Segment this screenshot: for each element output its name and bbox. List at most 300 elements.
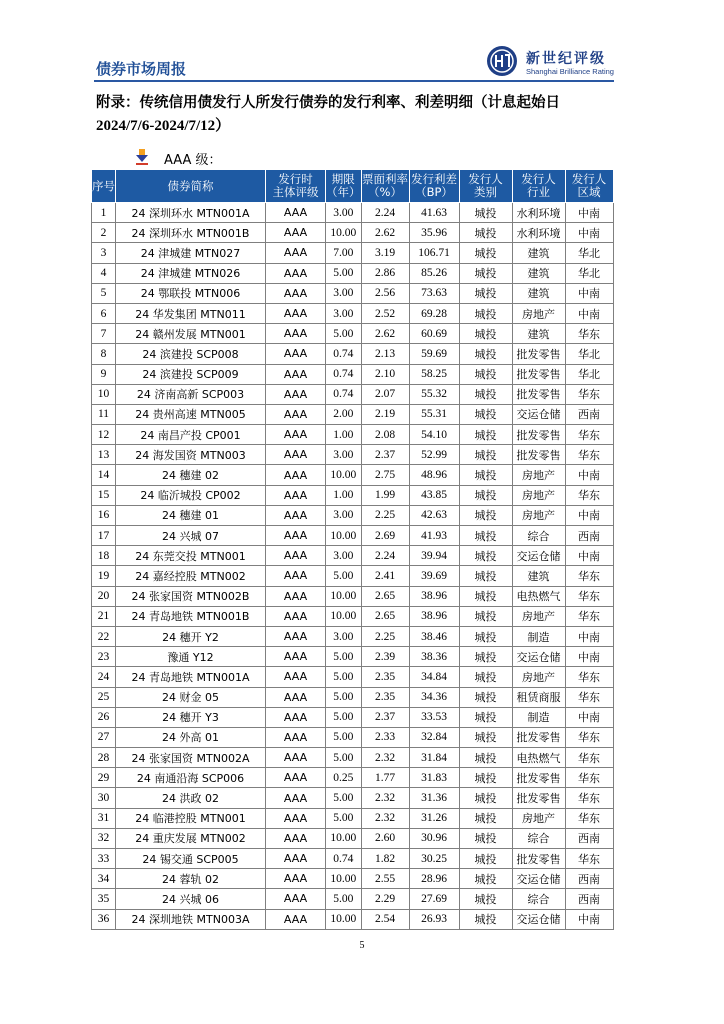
table-cell: 10.00 [326,828,362,848]
table-cell: 水利环境 [512,223,565,243]
table-cell: 1.00 [326,425,362,445]
table-cell: 0.74 [326,384,362,404]
table-cell: 10.00 [326,909,362,929]
table-cell: 华东 [565,606,613,626]
table-cell: 批发零售 [512,768,565,788]
table-row [92,203,614,223]
table-cell: 27.69 [409,889,459,909]
table-cell: 27 [92,727,116,747]
table-cell: 23 [92,647,116,667]
table-cell: 2.69 [361,526,409,546]
table-cell: AAA [266,586,326,606]
table-cell: 1.77 [361,768,409,788]
table-cell: AAA [266,465,326,485]
table-cell: 2.41 [361,566,409,586]
table-cell: 华东 [565,808,613,828]
table-cell: 31 [92,808,116,828]
table-cell: 39.69 [409,566,459,586]
table-cell: 24 津城建 MTN027 [116,243,266,263]
table-cell: 24 蓉轨 02 [116,869,266,889]
table-row [92,626,614,646]
table-cell: 中南 [565,465,613,485]
table-cell: 城投 [459,889,512,909]
table-row [92,727,614,747]
table-row [92,707,614,727]
table-cell: 26.93 [409,909,459,929]
logo-emblem-icon [486,45,518,77]
table-cell: 31.83 [409,768,459,788]
table-cell: 制造 [512,626,565,646]
table-cell: 批发零售 [512,849,565,869]
table-cell: 24 滨建投 SCP008 [116,344,266,364]
table-cell: 中南 [565,647,613,667]
table-cell: 建筑 [512,243,565,263]
table-cell: 38.46 [409,626,459,646]
table-cell: 31.26 [409,808,459,828]
table-row [92,384,614,404]
table-cell: 城投 [459,505,512,525]
grade-section-label [138,149,222,168]
table-cell: 26 [92,707,116,727]
bond-spread-table [91,169,614,930]
table-row [92,344,614,364]
table-cell: 2.08 [361,425,409,445]
table-cell: 批发零售 [512,425,565,445]
table-cell: 城投 [459,223,512,243]
table-row [92,586,614,606]
table-cell: 2.10 [361,364,409,384]
table-cell: 华东 [565,586,613,606]
table-cell: 中南 [565,546,613,566]
table-cell: 城投 [459,445,512,465]
table-cell: 华东 [565,445,613,465]
table-cell: 2.54 [361,909,409,929]
table-cell: 30 [92,788,116,808]
table-cell: 24 临沂城投 CP002 [116,485,266,505]
table-cell: 华北 [565,344,613,364]
table-row [92,566,614,586]
table-cell: 城投 [459,606,512,626]
table-cell: 城投 [459,566,512,586]
table-cell: 34 [92,869,116,889]
table-cell: 43.85 [409,485,459,505]
table-cell: 2.33 [361,727,409,747]
table-cell: 华北 [565,364,613,384]
table-cell: 35.96 [409,223,459,243]
table-row [92,485,614,505]
table-cell: AAA [266,404,326,424]
table-cell: 21 [92,606,116,626]
table-cell: 华东 [565,667,613,687]
table-cell: 华东 [565,748,613,768]
table-row [92,869,614,889]
table-cell: 24 穗开 Y2 [116,626,266,646]
table-cell: 华东 [565,324,613,344]
table-cell: 33.53 [409,707,459,727]
table-cell: 3.00 [326,445,362,465]
table-cell: 5.00 [326,687,362,707]
table-row [92,768,614,788]
table-cell: 24 重庆发展 MTN002 [116,828,266,848]
table-cell: 城投 [459,909,512,929]
table-row [92,546,614,566]
table-cell: 豫通 Y12 [116,647,266,667]
table-cell: 城投 [459,768,512,788]
table-cell: 城投 [459,384,512,404]
table-cell: 华东 [565,849,613,869]
table-cell: 32.84 [409,727,459,747]
table-cell: 24 青岛地铁 MTN001B [116,606,266,626]
column-header: 债券简称 [116,170,266,203]
table-cell: 华东 [565,566,613,586]
table-cell: 城投 [459,546,512,566]
table-row [92,808,614,828]
table-cell: 19 [92,566,116,586]
table-cell: 房地产 [512,606,565,626]
table-cell: 16 [92,505,116,525]
table-cell: 5.00 [326,889,362,909]
table-cell: 城投 [459,324,512,344]
table-cell: 24 张家国资 MTN002B [116,586,266,606]
table-cell: 1 [92,203,116,223]
table-cell: AAA [266,748,326,768]
table-cell: 3 [92,243,116,263]
table-cell: 24 穗建 01 [116,505,266,525]
table-cell: AAA [266,505,326,525]
table-row [92,849,614,869]
table-cell: AAA [266,849,326,869]
table-cell: 2.24 [361,546,409,566]
table-cell: 2.32 [361,808,409,828]
table-cell: 2.75 [361,465,409,485]
table-cell: 2.35 [361,687,409,707]
table-cell: 5.00 [326,707,362,727]
table-cell: 建筑 [512,283,565,303]
table-cell: 交运仓储 [512,869,565,889]
table-cell: 城投 [459,828,512,848]
table-cell: AAA [266,606,326,626]
table-cell: 10.00 [326,869,362,889]
table-cell: 城投 [459,425,512,445]
table-cell: 华东 [565,727,613,747]
table-row [92,445,614,465]
table-cell: 3.00 [326,505,362,525]
table-row [92,223,614,243]
table-cell: 房地产 [512,505,565,525]
table-cell: 3.00 [326,546,362,566]
table-cell: 3.00 [326,283,362,303]
column-header: 发行时 主体评级 [266,170,326,203]
column-header: 发行人 行业 [512,170,565,203]
table-cell: 18 [92,546,116,566]
table-cell: 55.32 [409,384,459,404]
table-cell: AAA [266,324,326,344]
table-cell: 租赁商服 [512,687,565,707]
table-cell: 24 嘉经控股 MTN002 [116,566,266,586]
column-header: 发行人 类别 [459,170,512,203]
table-cell: 12 [92,425,116,445]
table-row [92,748,614,768]
table-cell: 华东 [565,384,613,404]
table-cell: 西南 [565,404,613,424]
table-cell: 2.29 [361,889,409,909]
table-cell: 城投 [459,748,512,768]
table-cell: 24 兴城 07 [116,526,266,546]
table-cell: 西南 [565,869,613,889]
table-cell: 2.37 [361,445,409,465]
table-cell: 城投 [459,263,512,283]
table-cell: 24 临港控股 MTN001 [116,808,266,828]
table-cell: 2.39 [361,647,409,667]
table-row [92,404,614,424]
table-cell: 2.52 [361,303,409,323]
table-cell: 28 [92,748,116,768]
table-cell: 20 [92,586,116,606]
table-cell: 房地产 [512,485,565,505]
logo-text-en: Shanghai Brilliance Rating [526,67,614,76]
table-cell: 41.93 [409,526,459,546]
table-cell: 2 [92,223,116,243]
table-cell: 房地产 [512,808,565,828]
table-cell: 24 华发集团 MTN011 [116,303,266,323]
table-cell: AAA [266,384,326,404]
header-divider [94,80,614,82]
appendix-title-date: 2024/7/6-2024/7/12） [96,118,231,134]
table-row [92,647,614,667]
table-cell: 西南 [565,889,613,909]
table-cell: 13 [92,445,116,465]
table-cell: 房地产 [512,465,565,485]
table-row [92,324,614,344]
table-cell: 批发零售 [512,364,565,384]
grade-label: AAA 级： [164,153,222,168]
table-cell: 31.36 [409,788,459,808]
table-cell: 交运仓储 [512,909,565,929]
table-cell: 69.28 [409,303,459,323]
table-row [92,465,614,485]
table-cell: 交运仓储 [512,546,565,566]
table-cell: 2.65 [361,606,409,626]
table-cell: 城投 [459,667,512,687]
table-cell: 2.00 [326,404,362,424]
table-cell: 54.10 [409,425,459,445]
table-cell: 24 鄂联投 MTN006 [116,283,266,303]
table-cell: 24 济南高新 SCP003 [116,384,266,404]
table-row [92,505,614,525]
table-cell: 西南 [565,828,613,848]
table-cell: 32 [92,828,116,848]
table-cell: AAA [266,828,326,848]
column-header: 发行利差 （BP） [409,170,459,203]
table-cell: 29 [92,768,116,788]
table-cell: 城投 [459,364,512,384]
table-cell: 60.69 [409,324,459,344]
table-cell: AAA [266,566,326,586]
table-cell: 华东 [565,485,613,505]
table-cell: AAA [266,889,326,909]
logo [486,43,616,79]
table-cell: 38.96 [409,586,459,606]
table-cell: 城投 [459,687,512,707]
table-cell: 制造 [512,707,565,727]
table-cell: 西南 [565,526,613,546]
table-cell: AAA [266,526,326,546]
table-cell: 58.25 [409,364,459,384]
table-cell: 2.25 [361,505,409,525]
table-cell: 城投 [459,344,512,364]
table-cell: 3.00 [326,626,362,646]
table-cell: 59.69 [409,344,459,364]
table-cell: AAA [266,485,326,505]
table-cell: 39.94 [409,546,459,566]
table-cell: 2.13 [361,344,409,364]
table-cell: 24 锡交通 SCP005 [116,849,266,869]
table-cell: 综合 [512,889,565,909]
table-cell: AAA [266,364,326,384]
table-cell: 24 外高 01 [116,727,266,747]
table-cell: 5.00 [326,647,362,667]
table-cell: 30.96 [409,828,459,848]
table-cell: AAA [266,909,326,929]
table-cell: 城投 [459,647,512,667]
column-header: 期限 （年） [326,170,362,203]
table-cell: 中南 [565,223,613,243]
table-cell: 34.36 [409,687,459,707]
table-cell: AAA [266,344,326,364]
table-cell: 城投 [459,586,512,606]
table-cell: 25 [92,687,116,707]
table-cell: 2.62 [361,223,409,243]
table-cell: 106.71 [409,243,459,263]
table-cell: AAA [266,707,326,727]
table-cell: 73.63 [409,283,459,303]
table-cell: 24 财金 05 [116,687,266,707]
table-cell: 48.96 [409,465,459,485]
table-row [92,909,614,929]
table-cell: 1.00 [326,485,362,505]
table-cell: 2.55 [361,869,409,889]
table-cell: 电热燃气 [512,748,565,768]
column-header: 票面利率 （%） [361,170,409,203]
table-cell: 建筑 [512,566,565,586]
table-cell: 10.00 [326,465,362,485]
table-body [92,203,614,930]
table-cell: 2.19 [361,404,409,424]
table-cell: 24 穗开 Y3 [116,707,266,727]
table-cell: 电热燃气 [512,586,565,606]
table-cell: AAA [266,243,326,263]
table-cell: 城投 [459,283,512,303]
column-header: 发行人 区域 [565,170,613,203]
table-cell: 10.00 [326,606,362,626]
report-title: 债券市场周报 [96,60,187,78]
table-cell: 综合 [512,828,565,848]
table-cell: 24 海发国资 MTN003 [116,445,266,465]
table-cell: 批发零售 [512,384,565,404]
table-cell: 24 洪政 02 [116,788,266,808]
table-cell: 城投 [459,727,512,747]
table-cell: 24 津城建 MTN026 [116,263,266,283]
table-cell: 城投 [459,788,512,808]
table-cell: AAA [266,303,326,323]
table-cell: 24 青岛地铁 MTN001A [116,667,266,687]
table-cell: 城投 [459,404,512,424]
table-cell: AAA [266,727,326,747]
table-cell: 4 [92,263,116,283]
table-cell: 30.25 [409,849,459,869]
table-cell: 10.00 [326,586,362,606]
table-row [92,687,614,707]
table-cell: 建筑 [512,324,565,344]
table-cell: AAA [266,546,326,566]
table-cell: 批发零售 [512,788,565,808]
table-cell: AAA [266,768,326,788]
table-cell: 24 兴城 06 [116,889,266,909]
table-cell: 42.63 [409,505,459,525]
table-cell: 建筑 [512,263,565,283]
table-cell: 5.00 [326,748,362,768]
table-cell: 城投 [459,707,512,727]
table-cell: 24 深圳环水 MTN001B [116,223,266,243]
table-cell: 22 [92,626,116,646]
table-cell: 5.00 [326,788,362,808]
table-cell: AAA [266,788,326,808]
logo-text-cn: 新世纪评级 [526,51,606,67]
table-cell: 交运仓储 [512,404,565,424]
table-cell: AAA [266,687,326,707]
table-cell: 批发零售 [512,727,565,747]
appendix-title-main: 附录：传统信用债发行人所发行债券的发行利率、利差明细（计息起始日 [96,95,560,111]
page-number: 5 [359,940,365,951]
table-row [92,788,614,808]
table-cell: 2.60 [361,828,409,848]
table-cell: 3.00 [326,303,362,323]
table-cell: 10 [92,384,116,404]
table-cell: 城投 [459,526,512,546]
table-cell: 0.74 [326,364,362,384]
table-cell: 中南 [565,303,613,323]
table-cell: 5.00 [326,263,362,283]
table-cell: 52.99 [409,445,459,465]
table-cell: 24 深圳环水 MTN001A [116,203,266,223]
table-cell: 房地产 [512,303,565,323]
table-row [92,263,614,283]
table-cell: 3.00 [326,203,362,223]
table-cell: 10.00 [326,526,362,546]
table-cell: 华东 [565,768,613,788]
column-header: 序号 [92,170,116,203]
table-cell: 华东 [565,687,613,707]
table-cell: 2.07 [361,384,409,404]
table-cell: 6 [92,303,116,323]
table-cell: 34.84 [409,667,459,687]
table-cell: 0.25 [326,768,362,788]
table-cell: 14 [92,465,116,485]
table-cell: 17 [92,526,116,546]
table-cell: 1.99 [361,485,409,505]
table-cell: 城投 [459,203,512,223]
table-cell: 36 [92,909,116,929]
table-cell: AAA [266,203,326,223]
table-cell: AAA [266,445,326,465]
table-cell: 华北 [565,263,613,283]
table-cell: 中南 [565,626,613,646]
table-cell: 24 张家国资 MTN002A [116,748,266,768]
table-cell: 2.24 [361,203,409,223]
table-cell: 0.74 [326,344,362,364]
table-cell: 7.00 [326,243,362,263]
table-cell: 24 赣州发展 MTN001 [116,324,266,344]
